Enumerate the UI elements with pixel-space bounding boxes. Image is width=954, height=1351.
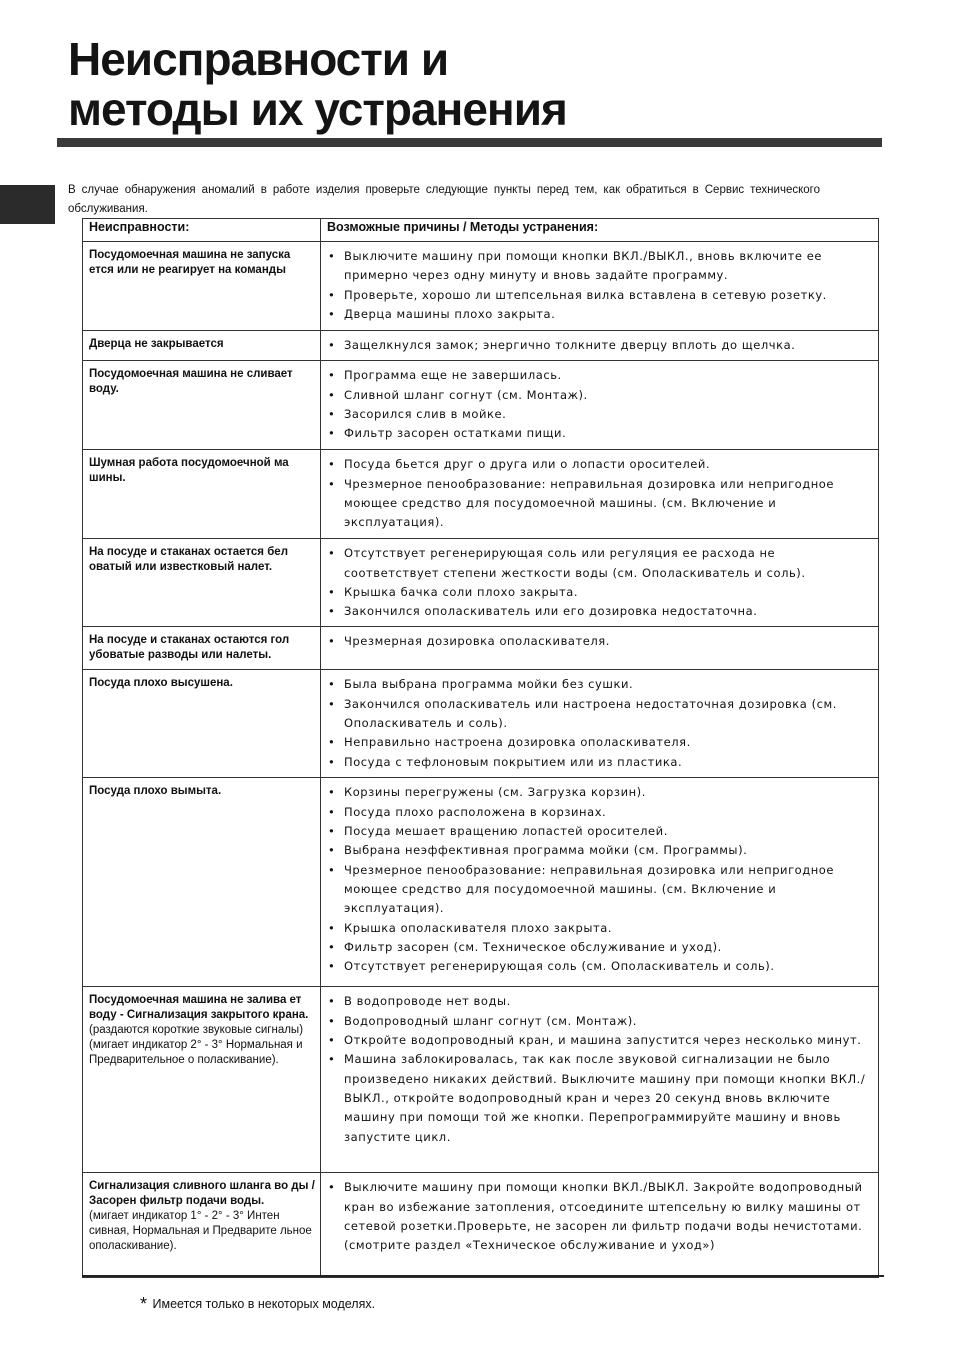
solution-item: • Чрезмерное пенообразование: неправильная дозировка или непригодное моющее средство для посудомоечной машины. (см. Включение и эксплуатация). (326, 861, 870, 919)
problem-title: Шумная работа посудомоечной ма шины. (89, 457, 289, 485)
solution-item: • Неправильно настроена дозировка ополаскивателя. (326, 733, 870, 752)
table-row (83, 450, 879, 539)
problem-cell (83, 539, 321, 627)
solution-item: • Чрезмерное пенообразование: неправильная дозировка или непригодное моющее средство для посудомоечной машины. (см. Включение и эксплуатация). (326, 475, 870, 533)
solution-item: • Проверьте, хорошо ли штепсельная вилка вставлена в сетевую розетку. (326, 286, 870, 305)
solution-item: • Дверца машины плохо закрыта. (326, 305, 870, 324)
table-row (83, 987, 879, 1173)
problem-title: Дверца не закрывается (89, 338, 224, 350)
table-row (83, 361, 879, 450)
solution-cell (321, 361, 879, 450)
solution-item: • Водопроводный шланг согнут (см. Монтаж). (326, 1012, 870, 1031)
solution-cell (321, 450, 879, 539)
table-body (83, 242, 879, 1278)
solution-item: • Фильтр засорен (см. Техническое обслуживание и уход). (326, 938, 870, 957)
table-row (83, 1173, 879, 1278)
solution-item: • Закончился ополаскиватель или настроена недостаточная дозировка (см. Ополаскиватель и соль). (326, 695, 870, 734)
page-title-line-2: методы их устранения (68, 83, 567, 135)
problem-note: (раздаются короткие звуковые сигналы) (мигает индикатор 2° - 3° Нормальная и Предварительное о поласкивание). (89, 1024, 304, 1067)
solution-list (326, 247, 870, 324)
solution-item: • Программа еще не завершилась. (326, 366, 870, 385)
solution-cell (321, 242, 879, 331)
table-row (83, 242, 879, 331)
intro-paragraph: В случае обнаружения аномалий в работе изделия проверьте следующие пункты перед тем, как обратиться в Сервис технического обслуживания. (68, 184, 820, 215)
table-row (83, 539, 879, 627)
table-row (83, 778, 879, 987)
problem-title: Посуда плохо высушена. (89, 677, 233, 690)
solution-item: • Выключите машину при помощи кнопки ВКЛ./ВЫКЛ. Закройте водопроводный кран во избежание затопления, отсоедините штепсельну ю вилку машины от сетевой розетки.Проверьте, не засорен ли фильтр подачи воды нечистотами. (смотрите раздел «Техническое обслуживание и уход») (326, 1178, 870, 1255)
solution-list (326, 544, 870, 621)
troubleshooting-table (82, 218, 879, 1278)
solution-item: • Корзины перегружены (см. Загрузка корзин). (326, 783, 870, 802)
problem-cell (83, 331, 321, 361)
solution-item: • Засорился слив в мойке. (326, 405, 870, 424)
problem-cell (83, 450, 321, 539)
title-underline-bar (57, 138, 882, 147)
solution-list (326, 1178, 870, 1255)
solution-item: • Откройте водопроводный кран, и машина запустится через несколько минут. (326, 1031, 870, 1050)
bottom-rule (82, 1275, 884, 1277)
solution-item: • Защелкнулся замок; энергично толкните дверцу вплоть до щелчка. (326, 336, 870, 355)
problem-cell (83, 987, 321, 1173)
problem-cell (83, 778, 321, 987)
solution-item: • Фильтр засорен остатками пищи. (326, 424, 870, 443)
solution-item: • Отсутствует регенерирующая соль (см. Ополаскиватель и соль). (326, 957, 870, 976)
solution-item: • Отсутствует регенерирующая соль или регуляция ее расхода не соответствует степени жесткости воды (см. Ополаскиватель и соль). (326, 544, 870, 583)
solution-list (326, 783, 870, 976)
solution-item: • Посуда плохо расположена в корзинах. (326, 803, 870, 822)
solution-cell (321, 670, 879, 778)
problem-cell (83, 670, 321, 778)
solution-item: • Машина заблокировалась, так как после звуковой сигнализации не было произведено никаких действий. Выключите машину при помощи кнопки ВКЛ./ВЫКЛ., откройте водопроводный кран и через 20 секунд вновь включите машину при помощи той же кнопки. Перепрограммируйте машину и вновь запустите цикл. (326, 1050, 870, 1146)
problem-title: Посудомоечная машина не сливает воду. (89, 368, 293, 396)
solution-item: • Чрезмерная дозировка ополаскивателя. (326, 632, 870, 651)
problem-cell (83, 1173, 321, 1278)
solution-list (326, 675, 870, 771)
solution-item: • Крышка бачка соли плохо закрыта. (326, 583, 870, 602)
solution-list (326, 455, 870, 532)
footnote-text: Имеется только в некоторых моделях. (152, 1297, 376, 1311)
solution-cell (321, 778, 879, 987)
solution-item: • Закончился ополаскиватель или его дозировка недостаточна. (326, 602, 870, 621)
problem-title: Посудомоечная машина не запуска ется или не реагирует на команды (89, 249, 291, 276)
table-row (83, 670, 879, 778)
header-problem: Неисправности: (83, 219, 321, 242)
problem-title: Сигнализация сливного шланга во ды / Засорен фильтр подачи воды. (89, 1180, 315, 1208)
solution-list (326, 336, 870, 355)
solution-cell (321, 987, 879, 1173)
solution-item: • Крышка ополаскивателя плохо закрыта. (326, 919, 870, 938)
table-header-row (83, 219, 879, 242)
problem-cell (83, 242, 321, 331)
problem-cell (83, 361, 321, 450)
solution-item: • Посуда с тефлоновым покрытием или из пластика. (326, 753, 870, 772)
solution-cell (321, 539, 879, 627)
solution-item: • Выбрана неэффективная программа мойки (см. Программы). (326, 841, 870, 860)
solution-item: • Сливной шланг согнут (см. Монтаж). (326, 386, 870, 405)
solution-item: • Посуда мешает вращению лопастей оросителей. (326, 822, 870, 841)
header-solution: Возможные причины / Методы устранения: (321, 219, 879, 242)
page-title (68, 34, 567, 134)
problem-title: На посуде и стаканах остается бел оватый или известковый налет. (89, 546, 289, 574)
solution-item: • Выключите машину при помощи кнопки ВКЛ./ВЫКЛ., вновь включите ее примерно через одну минуту и вновь задайте программу. (326, 247, 870, 286)
footnote-mark: * (140, 1294, 148, 1314)
solution-cell (321, 331, 879, 361)
problem-cell (83, 627, 321, 670)
problem-note: (мигает индикатор 1° - 2° - 3° Интен сивная, Нормальная и Предварите льное ополаскивание). (89, 1210, 312, 1253)
solution-list (326, 366, 870, 443)
footnote (140, 1294, 375, 1315)
solution-item: • Была выбрана программа мойки без сушки. (326, 675, 870, 694)
section-side-tab (0, 185, 55, 224)
solution-list (326, 632, 870, 651)
solution-cell (321, 1173, 879, 1278)
table-row (83, 627, 879, 670)
problem-title: Посуда плохо вымыта. (89, 785, 222, 798)
page-title-line-1: Неисправности и (68, 33, 449, 85)
problem-title: На посуде и стаканах остаются гол убоватые разводы или налеты. (89, 634, 290, 662)
problem-title: Посудомоечная машина не залива ет воду - Сигнализация закрытого крана. (89, 994, 309, 1022)
solution-list (326, 992, 870, 1146)
solution-cell (321, 627, 879, 670)
solution-item: • Посуда бьется друг о друга или о лопасти оросителей. (326, 455, 870, 474)
table-row (83, 331, 879, 361)
solution-item: • В водопроводе нет воды. (326, 992, 870, 1011)
